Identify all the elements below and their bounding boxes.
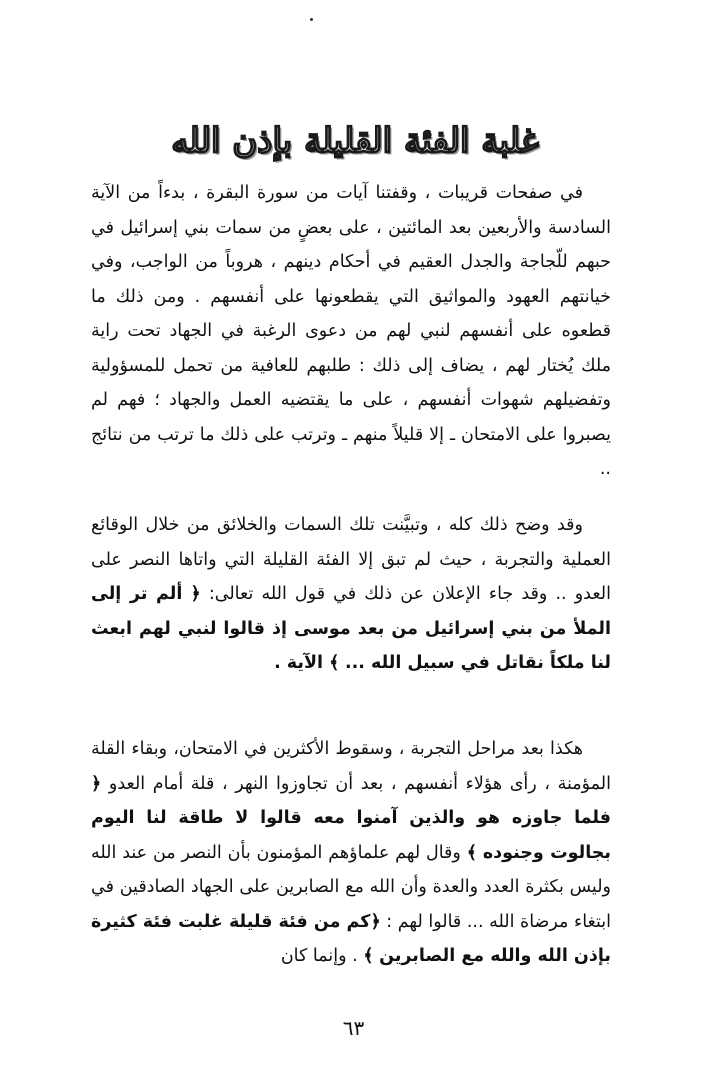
paragraph-3-continuation: وقال لهم علماؤهم المؤمنون بأن النصر من عند الله وليس بكثرة العدد والعدة وأن الله مع الصابرين على الجهاد الصادقين في ابتغاء مرضاة الله ... قالوا لهم : xyxy=(91,842,611,932)
paragraph-3 xyxy=(91,732,611,974)
quran-open-bracket: ﴿ xyxy=(370,911,381,932)
paragraph-1-text: في صفحات قريبات ، وقفتنا آيات من سورة البقرة ، بدءاً من الآية السادسة والأربعين بعد المائتين ، على بعضٍ من سمات بني إسرائيل في حبهم للّجاجة والجدل العقيم في أحكام دينهم ، هروباً من الواجب، وفي خيانتهم العهود والمواثيق التي يقطعونها على أنفسهم . ومن ذلك ما قطعوه على أنفسهم لنبي لهم من دعوى الرغبة في الجهاد تحت راية ملك يُختار لهم ، يضاف إلى ذلك : طلبهم للعافية من تحمل للمسؤولية وتفضيلهم شهوات أنفسهم ، على ما يقتضيه العمل والجهاد ؛ فهم لم يصبروا على الامتحان ـ إلا قليلاً منهم ـ وترتب على ذلك ما ترتب من نتائج .. xyxy=(91,183,611,479)
quran-open-bracket: ﴿ xyxy=(190,584,201,604)
quran-open-bracket: ﴿ xyxy=(91,773,102,794)
chapter-title: غلبة الفئة القليلة بإذن الله xyxy=(171,120,539,161)
paragraph-2-text: وقد وضح ذلك كله ، وتبيَّنت تلك السمات والخلائق من خلال الوقائع العملية والتجربة ، حيث لم تبق إلا الفئة القليلة التي واتاها النصر على العدو .. وقد جاء الإعلان عن ذلك في قول الله تعالى: xyxy=(91,515,611,604)
paragraph-2 xyxy=(91,508,611,681)
paragraph-3-text: هكذا بعد مراحل التجربة ، وسقوط الأكثرين في الامتحان، وبقاء القلة المؤمنة ، رأى هؤلاء أنفسهم ، بعد أن تجاوزوا النهر ، قلة أمام العدو xyxy=(91,739,611,794)
quran-close-bracket: ﴾ xyxy=(329,653,340,673)
quran-verse-1: ألم تر إلى الملأ من بني إسرائيل من بعد موسى إذ قالوا لنبي لهم ابعث لنا ملكاً نقاتل في سبيل الله ... xyxy=(91,584,611,673)
quran-close-bracket: ﴾ xyxy=(466,842,477,863)
paragraph-3-ending: . وإنما كان xyxy=(280,946,364,966)
paragraph-1 xyxy=(91,176,611,487)
verse-reference: الآية . xyxy=(274,653,330,673)
page-number: ٦٣ xyxy=(342,1016,365,1040)
page-mark xyxy=(310,18,313,21)
quran-close-bracket: ﴾ xyxy=(363,946,374,966)
quran-verse-3: كم من فئة قليلة غلبت فئة كثيرة بإذن الله والله مع الصابرين xyxy=(91,911,611,966)
quran-verse-2: فلما جاوزه هو والذين آمنوا معه قالوا لا طاقة لنا اليوم بجالوت وجنوده xyxy=(91,808,611,863)
